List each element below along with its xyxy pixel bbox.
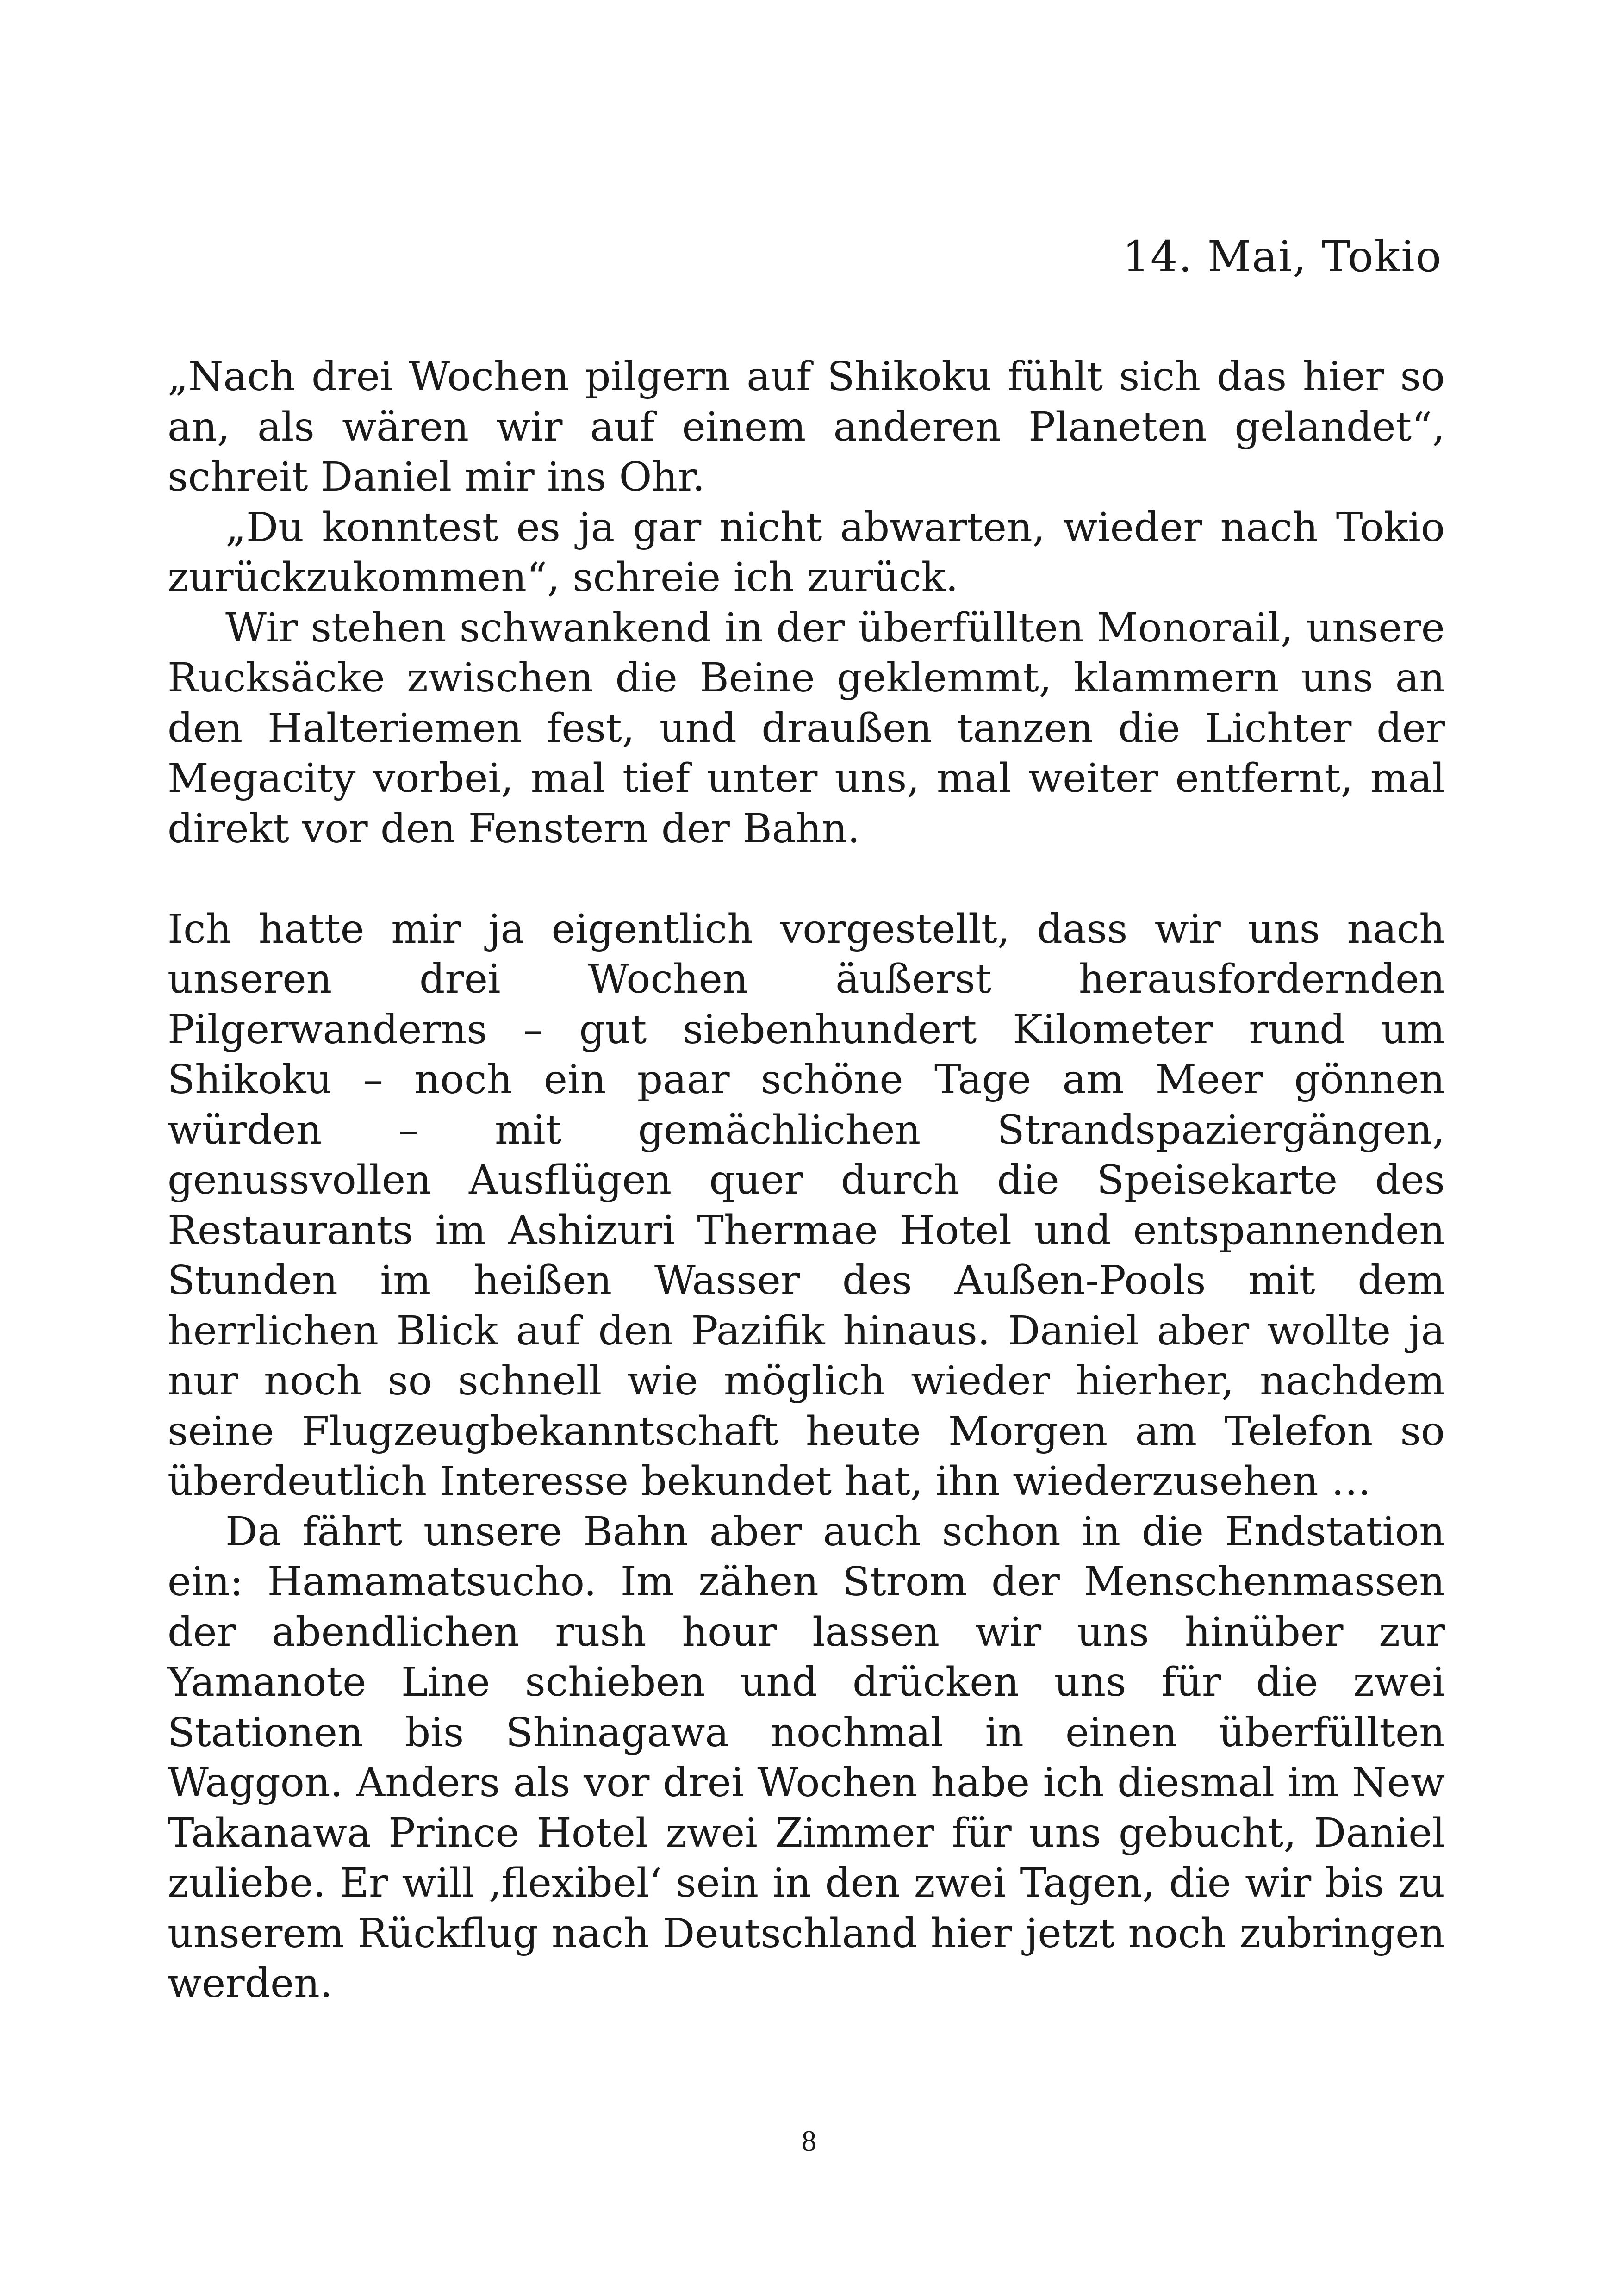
chapter-dateline: 14. Mai, Tokio [1122, 232, 1442, 281]
paragraph: „Nach drei Wochen pilgern auf Shikoku fühlt sich das hier so an, als wären wir auf einem anderen Planeten gelandet“, schreit Daniel mir ins Ohr. [168, 354, 1445, 500]
paragraph: Wir stehen schwankend in der überfüllten Monorail, unsere Rucksäcke zwischen die Beine geklemmt, klammern uns an den Halteriemen fest, und draußen tanzen die Lichter der Megacity vorbei, mal tief unter uns, mal weiter entfernt, mal direkt vor den Fenstern der Bahn. [168, 604, 1445, 852]
paragraph: Ich hatte mir ja eigentlich vorgestellt, dass wir uns nach unseren drei Wochen äußerst herausfordernden Pilgerwanderns – gut siebenhundert Kilometer rund um Shikoku – noch ein paar schöne Tage am Meer gönnen würden – mit gemächlichen Strandspaziergängen, genussvollen Ausflügen quer durch die Speisekarte des Restaurants im Ashizuri Thermae Hotel und entspannenden Stunden im heißen Wasser des Außen-Pools mit dem herrlichen Blick auf den Pazifik hinaus. Daniel aber wollte ja nur noch so schnell wie möglich wieder hierher, nachdem seine Flugzeugbekanntschaft heute Morgen am Telefon so überdeutlich Interesse bekundet hat, ihn wiederzusehen … [168, 906, 1445, 1505]
paragraph: Da fährt unsere Bahn aber auch schon in die Endstation ein: Hamamatsucho. Im zähen Strom der Menschenmassen der abendlichen rush hour lassen wir uns hinüber zur Yamanote Line schieben und drücken uns für die zwei Stationen bis Shinagawa nochmal in einen überfüllten Waggon. Anders als vor drei Wochen habe ich diesmal im New Takanawa Prince Hotel zwei Zimmer für uns gebucht, Daniel zuliebe. Er will ‚flexibel‘ sein in den zwei Tagen, die wir bis zu unserem Rückflug nach Deutschland hier jetzt noch zubringen werden. [168, 1508, 1445, 2007]
page-number: 8 [802, 2124, 816, 2157]
paragraph: „Du konntest es ja gar nicht abwarten, wieder nach Tokio zurückzukommen“, schreie ich zurück. [168, 504, 1445, 601]
body-text [168, 352, 1445, 2009]
